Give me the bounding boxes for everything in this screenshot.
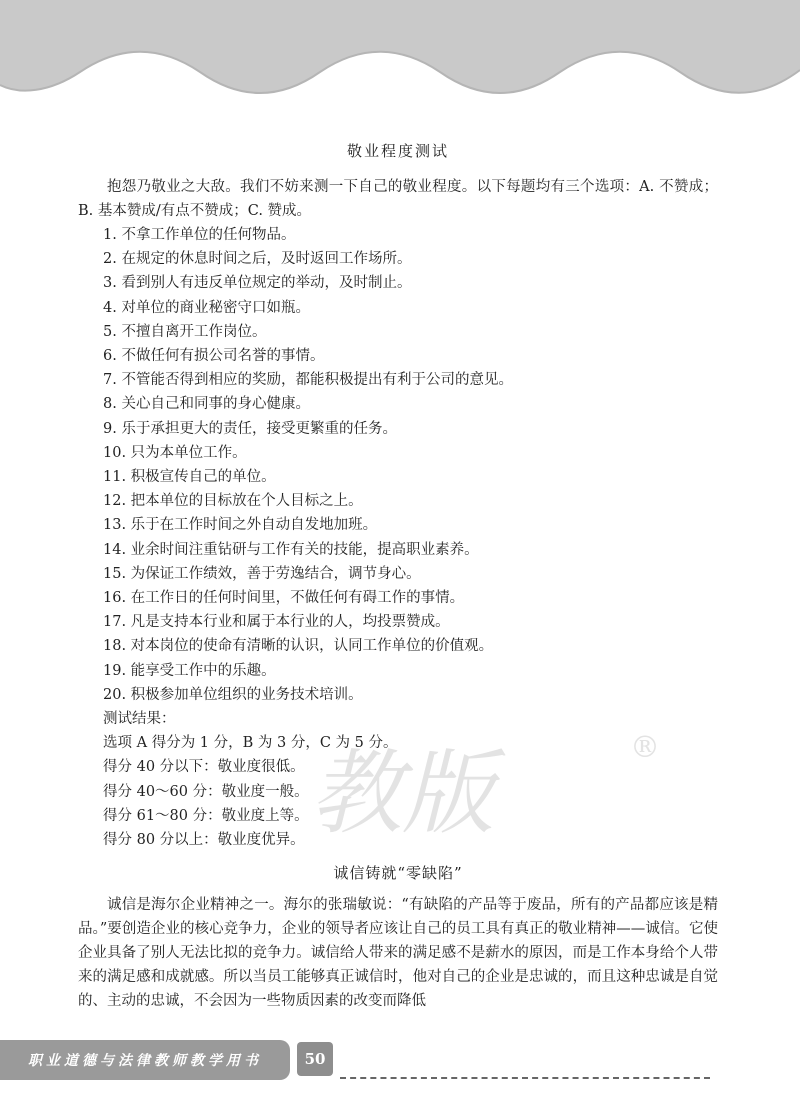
integrity-paragraph: 诚信是海尔企业精神之一。海尔的张瑞敏说：“有缺陷的产品等于废品，所有的产品都应该是精品。”要创造企业的核心竞争力，企业的领导者应该让自己的员工具有真正的敬业精神——诚信。它使企业具备了别人无法比拟的竞争力。诚信给人带来的满足感不是薪水的原因，而是工作本身给个人带来的满足感和成就感。所以当员工能够真正诚信时，他对自己的企业是忠诚的，而且这种忠诚是自觉的、主动的忠诚，不会因为一些物质因素的改变而降低 (78, 897, 718, 1010)
results-line: 得分 40 分以下：敬业度很低。 (103, 759, 305, 776)
results-line: 选项 A 得分为 1 分，B 为 3 分，C 为 5 分。 (103, 735, 398, 752)
question-item: 18. 对本岗位的使命有清晰的认识，认同工作单位的价值观。 (103, 638, 494, 655)
question-item: 12. 把本单位的目标放在个人目标之上。 (103, 493, 363, 510)
question-item: 3. 看到别人有违反单位规定的举动，及时制止。 (103, 275, 412, 292)
intro-paragraph: 抱怨乃敬业之大敌。我们不妨来测一下自己的敬业程度。以下每题均有三个选项：A. 不赞成；B. 基本赞成/有点不赞成；C. 赞成。 (78, 179, 718, 219)
question-item: 7. 不管能否得到相应的奖励，都能积极提出有利于公司的意见。 (103, 372, 513, 389)
question-item: 10. 只为本单位工作。 (103, 444, 247, 461)
question-item: 20. 积极参加单位组织的业务技术培训。 (103, 686, 363, 703)
watermark-text: 教版 (310, 740, 495, 847)
question-item: 1. 不拿工作单位的任何物品。 (103, 227, 296, 243)
question-item: 8. 关心自己和同事的身心健康。 (103, 396, 310, 413)
question-item: 11. 积极宣传自己的单位。 (103, 469, 276, 486)
question-item: 4. 对单位的商业秘密守口如瓶。 (103, 299, 310, 316)
results-heading: 测试结果： (103, 711, 176, 728)
question-list (78, 223, 718, 707)
wavy-header-banner (0, 0, 800, 110)
results-line: 得分 80 分以上：敬业度优异。 (103, 832, 305, 849)
footer-dashed-rule (340, 1077, 710, 1079)
question-item: 19. 能享受工作中的乐趣。 (103, 662, 276, 679)
question-item: 6. 不做任何有损公司名誉的事情。 (103, 348, 325, 365)
question-item: 15. 为保证工作绩效，善于劳逸结合，调节身心。 (103, 565, 421, 582)
section-title-integrity: 诚信铸就“零缺陷” (333, 864, 463, 883)
page-footer (0, 1040, 800, 1080)
question-item: 14. 业余时间注重钻研与工作有关的技能，提高职业素养。 (103, 541, 479, 558)
page-number: 50 (297, 1042, 333, 1076)
results-line: 得分 40～60 分：敬业度一般。 (103, 783, 309, 800)
question-item: 13. 乐于在工作时间之外自动自发地加班。 (103, 517, 378, 534)
book-title: 职业道德与法律教师教学用书 (28, 1053, 262, 1069)
question-item: 9. 乐于承担更大的责任，接受更繁重的任务。 (103, 420, 397, 437)
footer-book-title-tab (0, 1040, 290, 1080)
question-item: 2. 在规定的休息时间之后，及时返回工作场所。 (103, 251, 412, 268)
question-item: 17. 凡是支持本行业和属于本行业的人，均投票赞成。 (103, 614, 450, 631)
page-content (78, 140, 718, 1013)
results-line: 得分 61～80 分：敬业度上等。 (103, 807, 309, 824)
test-results (78, 707, 718, 852)
section-title-dedication-test: 敬业程度测试 (346, 142, 449, 160)
question-item: 16. 在工作日的任何时间里，不做任何有碍工作的事情。 (103, 590, 465, 607)
registered-mark-icon: ® (630, 730, 660, 765)
question-item: 5. 不擅自离开工作岗位。 (103, 323, 267, 340)
